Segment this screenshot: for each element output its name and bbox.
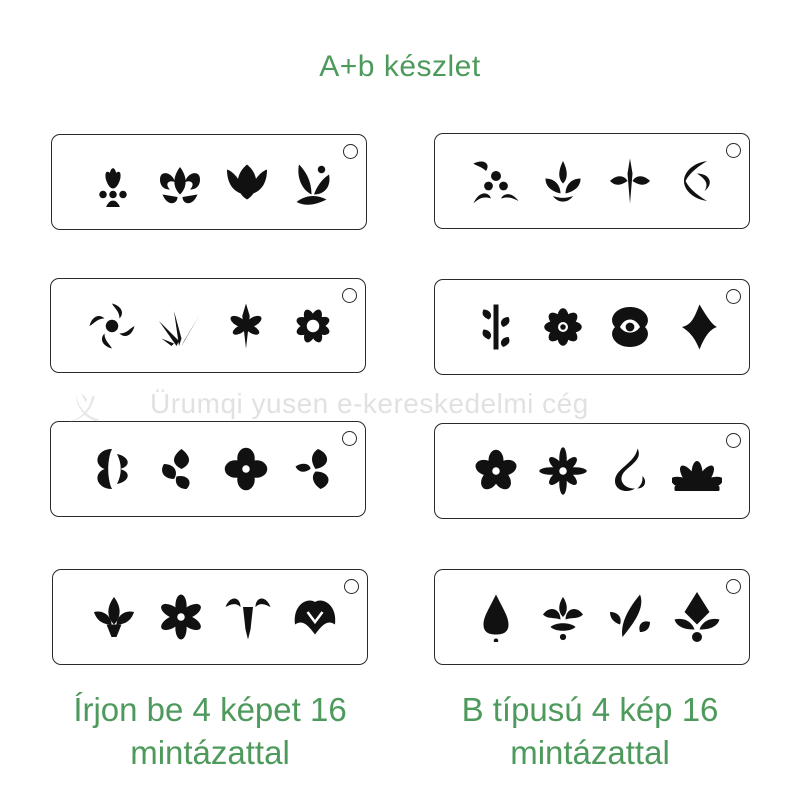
star-flower-icon — [156, 592, 206, 642]
watermark-text: Ürumqi yusen e-kereskedelmi cég — [150, 388, 589, 419]
stencil-card-b3[interactable] — [434, 423, 750, 519]
stencil-card-a3[interactable] — [50, 421, 366, 517]
scroll-dots-icon — [471, 156, 521, 206]
vine-column-icon — [471, 302, 521, 352]
hang-hole — [726, 579, 741, 594]
fleur-drop-icon — [88, 157, 138, 207]
flame-wave-icon — [605, 446, 655, 496]
lotus-bloom-icon — [288, 301, 338, 351]
left-caption-line1: Írjon be 4 képet 16 — [73, 691, 347, 728]
hang-hole — [342, 431, 357, 446]
winged-leaf-icon — [222, 157, 272, 207]
stencil-card-a1[interactable] — [51, 134, 367, 230]
hang-hole — [344, 579, 359, 594]
left-caption-line2: mintázattal — [130, 734, 290, 771]
butterfly-scroll-icon — [155, 157, 205, 207]
horn-cross-icon — [223, 592, 273, 642]
right-caption-line1: B típusú 4 kép 16 — [461, 691, 719, 728]
heart-petal-icon — [87, 444, 137, 494]
spear-finial-icon — [672, 592, 722, 642]
flame-bud-icon — [672, 302, 722, 352]
compass-flower-icon — [538, 446, 588, 496]
four-petal-icon — [221, 444, 271, 494]
daisy-icon — [538, 302, 588, 352]
left-caption — [20, 688, 400, 774]
heart-flower-icon — [471, 446, 521, 496]
feather-cross-icon — [605, 592, 655, 642]
hang-hole — [343, 144, 358, 159]
stencil-card-b2[interactable] — [434, 279, 750, 375]
fleur-de-lis-icon — [89, 592, 139, 642]
rose-icon — [605, 302, 655, 352]
lily-crest-icon — [538, 592, 588, 642]
drop-icon — [471, 592, 521, 642]
right-caption-line2: mintázattal — [510, 734, 670, 771]
hang-hole — [726, 433, 741, 448]
grass-spike-icon — [154, 301, 204, 351]
crescent-scroll-icon — [672, 156, 722, 206]
stencil-card-a4[interactable] — [52, 569, 368, 665]
page-title: A+b készlet — [319, 50, 481, 83]
stencil-card-b4[interactable] — [434, 569, 750, 665]
lotus-wing-icon — [289, 157, 339, 207]
shell-fan-icon — [290, 592, 340, 642]
arrow-curl-icon — [605, 156, 655, 206]
three-petal-icon — [154, 444, 204, 494]
right-caption — [400, 688, 780, 774]
hang-hole — [342, 288, 357, 303]
watermark-mark: 义 — [70, 393, 100, 426]
leaf-pair-icon — [288, 444, 338, 494]
crown-lily-icon — [538, 156, 588, 206]
swirl-sun-icon — [87, 301, 137, 351]
stencil-card-a2[interactable] — [50, 278, 366, 373]
fan-shell-icon — [672, 446, 722, 496]
stencil-card-b1[interactable] — [434, 133, 750, 229]
hang-hole — [726, 289, 741, 304]
hang-hole — [726, 143, 741, 158]
scroll-flower-icon — [221, 301, 271, 351]
